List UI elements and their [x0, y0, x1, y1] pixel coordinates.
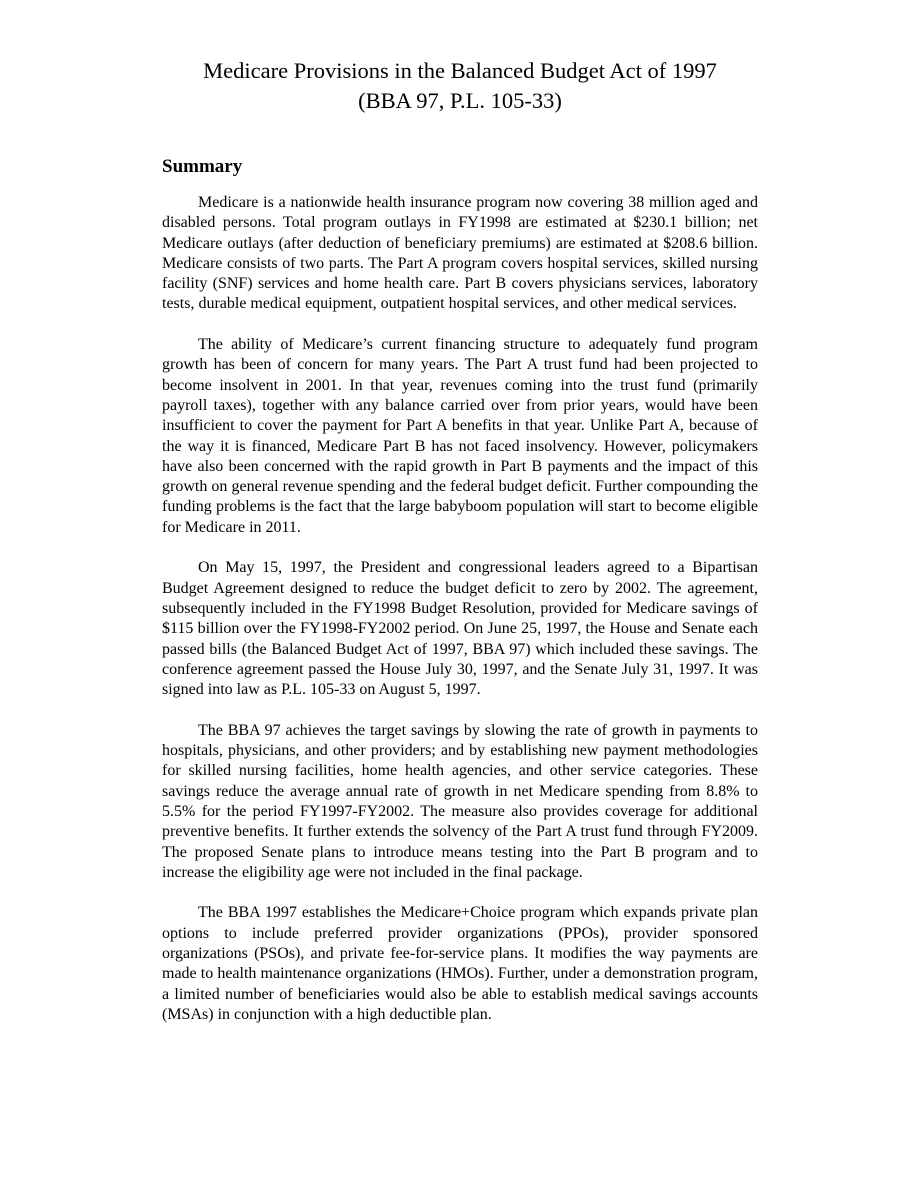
paragraph-2: The ability of Medicare’s current financing structure to adequately fund program growth has been of concern for many years. The Part A trust fund had been projected to become insolvent in 2001. In that year, revenues coming into the trust fund (primarily payroll taxes), together with any balance carried over from prior years, would have been insufficient to cover the payment for Part A benefits in that year. Unlike Part A, because of the way it is financed, Medicare Part B has not faced insolvency. However, policymakers have also been concerned with the rapid growth in Part B payments and the impact of this growth on general revenue spending and the federal budget deficit. Further compounding the funding problems is the fact that the large babyboom population will start to become eligible for Medicare in 2011.: [162, 336, 758, 536]
section-heading-summary: Summary: [162, 156, 243, 177]
paragraph-3: On May 15, 1997, the President and congressional leaders agreed to a Bipartisan Budget Agreement designed to reduce the budget deficit to zero by 2002. The agreement, subsequently included in the FY1998 Budget Resolution, provided for Medicare savings of $115 billion over the FY1998-FY2002 period. On June 25, 1997, the House and Senate each passed bills (the Balanced Budget Act of 1997, BBA 97) which included these savings. The conference agreement passed the House July 30, 1997, and the Senate July 31, 1997. It was signed into law as P.L. 105-33 on August 5, 1997.: [162, 559, 758, 699]
document-title: [162, 56, 758, 116]
title-line-1: Medicare Provisions in the Balanced Budget Act of 1997: [203, 58, 717, 83]
document-page: [162, 56, 758, 1025]
paragraph-5: The BBA 1997 establishes the Medicare+Choice program which expands private plan options to include preferred provider organizations (PPOs), provider sponsored organizations (PSOs), and private fee-for-service plans. It modifies the way payments are made to health maintenance organizations (HMOs). Further, under a demonstration program, a limited number of beneficiaries would also be able to establish medical savings accounts (MSAs) in conjunction with a high deductible plan.: [162, 904, 758, 1023]
paragraph-4: The BBA 97 achieves the target savings by slowing the rate of growth in payments to hospitals, physicians, and other providers; and by establishing new payment methodologies for skilled nursing facilities, home health agencies, and other service categories. These savings reduce the average annual rate of growth in net Medicare spending from 8.8% to 5.5% for the period FY1997-FY2002. The measure also provides coverage for additional preventive benefits. It further extends the solvency of the Part A trust fund through FY2009. The proposed Senate plans to introduce means testing into the Part B program and to increase the eligibility age were not included in the final package.: [162, 721, 758, 881]
title-line-2: (BBA 97, P.L. 105-33): [358, 88, 562, 113]
paragraph-1: Medicare is a nationwide health insurance program now covering 38 million aged and disabled persons. Total program outlays in FY1998 are estimated at $230.1 billion; net Medicare outlays (after deduction of beneficiary premiums) are estimated at $208.6 billion. Medicare consists of two parts. The Part A program covers hospital services, skilled nursing facility (SNF) services and home health care. Part B covers physicians services, laboratory tests, durable medical equipment, outpatient hospital services, and other medical services.: [162, 194, 758, 313]
